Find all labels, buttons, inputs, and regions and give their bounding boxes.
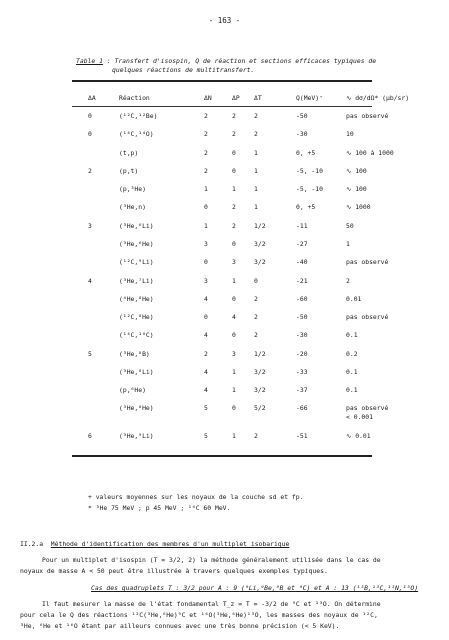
cell-cross-section: 1 — [346, 240, 350, 248]
table-row — [0, 185, 449, 195]
cell-reaction: (p,⁶He) — [119, 386, 146, 394]
paragraph-1-line-1: Pour un multiplet d'isospin (T = 3/2, 2) la méthode généralement utilisée dans le cas de — [42, 556, 381, 564]
cell-cross-section: ∿ 100 — [346, 185, 367, 193]
table-row — [0, 413, 449, 423]
table-row — [0, 432, 449, 442]
table-row — [0, 240, 449, 250]
cell-cross-section: ∿ 1000 — [346, 203, 371, 211]
cell-delta-p: 2 — [232, 112, 236, 120]
cell-q-value: -40 — [296, 258, 308, 266]
cell-q-value: -30 — [296, 130, 308, 138]
cell-delta-p: 1 — [232, 432, 236, 440]
cell-q-value: -50 — [296, 112, 308, 120]
table-row — [0, 112, 449, 122]
cell-delta-t: 2 — [254, 112, 258, 120]
cell-delta-n: 1 — [204, 185, 208, 193]
paragraph-2-line-1: Il faut mesurer la masse de l'état fondamental T_z = T = -3/2 de ⁹C et ¹³O. On détermine — [42, 600, 381, 608]
cell-delta-n: 4 — [204, 368, 208, 376]
table-row — [0, 368, 449, 378]
note-average-values: + valeurs moyennes sur les noyaux de la couche sd et fp. — [88, 493, 304, 501]
cell-delta-t: 3/2 — [254, 386, 266, 394]
section-number: II.2.a — [20, 540, 44, 548]
cell-delta-n: 2 — [204, 149, 208, 157]
cell-delta-a: 2 — [88, 167, 92, 175]
cell-cross-section: 0.2 — [346, 350, 358, 358]
cell-delta-t: 2 — [254, 313, 258, 321]
header-q-value: Q(MeV)⁺ — [296, 94, 323, 102]
cell-cross-section: ∿ 100 — [346, 167, 367, 175]
table-bottom-rule — [72, 455, 372, 457]
table-row — [0, 167, 449, 177]
cell-q-value: -50 — [296, 313, 308, 321]
cell-delta-n: 4 — [204, 295, 208, 303]
header-delta-t: ΔT — [254, 94, 262, 102]
cell-cross-section: 0.1 — [346, 386, 358, 394]
table-top-rule — [72, 80, 372, 82]
table-row — [0, 350, 449, 360]
cell-delta-p: 2 — [232, 222, 236, 230]
cell-reaction: (¹⁴C,¹⁰C) — [119, 331, 154, 339]
table-row — [0, 386, 449, 396]
table-header-row — [0, 94, 449, 104]
cell-q-value: -20 — [296, 350, 308, 358]
cell-delta-a: 3 — [88, 222, 92, 230]
cell-delta-t: 3/2 — [254, 258, 266, 266]
cell-delta-n: 3 — [204, 277, 208, 285]
cell-q-value: 0, +5 — [296, 149, 316, 157]
cell-delta-p: 0 — [232, 149, 236, 157]
cell-cross-section: 0.1 — [346, 331, 358, 339]
cell-delta-a: 5 — [88, 350, 92, 358]
cell-delta-n: 2 — [204, 350, 208, 358]
cell-reaction: (p,t) — [119, 167, 139, 175]
cell-cross-section: < 0.001 — [346, 413, 373, 421]
cell-delta-n: 2 — [204, 112, 208, 120]
cell-delta-p: 0 — [232, 240, 236, 248]
caption-line-2: quelques réactions de multitransfert. — [112, 66, 255, 74]
cell-delta-n: 3 — [204, 240, 208, 248]
cell-delta-p: 3 — [232, 258, 236, 266]
cell-reaction: (³He,⁷Li) — [119, 277, 154, 285]
cell-cross-section: 10 — [346, 130, 354, 138]
cell-cross-section: 0.01 — [346, 295, 362, 303]
cell-reaction: (¹²C,¹²Be) — [119, 112, 158, 120]
cell-q-value: 0, +5 — [296, 203, 316, 211]
cell-delta-n: 1 — [204, 222, 208, 230]
cell-delta-p: 0 — [232, 404, 236, 412]
header-delta-a: ΔA — [88, 94, 96, 102]
cell-delta-t: 1 — [254, 203, 258, 211]
header-reaction: Réaction — [119, 94, 150, 102]
table-row — [0, 295, 449, 305]
cell-delta-a: 0 — [88, 112, 92, 120]
cell-q-value: -5, -10 — [296, 167, 323, 175]
cell-reaction: (³He,⁸He) — [119, 404, 154, 412]
cell-delta-t: 0 — [254, 277, 258, 285]
cell-delta-p: 0 — [232, 295, 236, 303]
cell-reaction: (³He,n) — [119, 203, 146, 211]
cell-reaction: (t,p) — [119, 149, 139, 157]
paragraph-2-line-2: pour cela le Q des réactions ¹²C(³He,⁶He)⁹C et ¹⁶O(³He,⁶He)¹³O, les masses des noyaux de ¹²C, — [20, 611, 378, 619]
table-header-rule — [72, 106, 372, 107]
cell-delta-a: 0 — [88, 130, 92, 138]
cell-delta-p: 1 — [232, 185, 236, 193]
section-title: Méthode d'identification des membres d'un multiplet isobarique — [50, 540, 290, 548]
paragraph-1-line-2: noyaux de masse A < 50 peut être illustrée à travers quelques exemples typiques. — [20, 567, 328, 575]
cell-cross-section: pas observé — [346, 313, 389, 321]
table-row — [0, 203, 449, 213]
cell-delta-p: 1 — [232, 386, 236, 394]
cell-delta-t: 1 — [254, 185, 258, 193]
page-number: - 163 - — [208, 16, 241, 25]
cell-cross-section: 50 — [346, 222, 354, 230]
caption-line-1: : Transfert d'isospin, Q de réaction et sections efficaces typiques de — [102, 57, 377, 65]
cell-delta-t: 5/2 — [254, 404, 266, 412]
cell-delta-t: 1/2 — [254, 350, 266, 358]
cell-reaction: (¹²C,⁹Li) — [119, 258, 154, 266]
header-cross-section: ∿ dσ/dΩ* (μb/sr) — [346, 94, 410, 102]
cell-cross-section: ∿ 100 à 1000 — [346, 149, 394, 157]
cell-cross-section: pas observé — [346, 404, 389, 412]
cell-delta-t: 1/2 — [254, 222, 266, 230]
cell-q-value: -60 — [296, 295, 308, 303]
cell-reaction: (³He,⁶Li) — [119, 222, 154, 230]
cell-cross-section: ∿ 0.01 — [346, 432, 371, 440]
header-delta-p: ΔP — [232, 94, 240, 102]
cell-delta-t: 3/2 — [254, 240, 266, 248]
cell-q-value: -27 — [296, 240, 308, 248]
cell-reaction: (³He,⁸B) — [119, 350, 150, 358]
cell-delta-n: 5 — [204, 432, 208, 440]
cell-cross-section: 2 — [346, 277, 350, 285]
cell-reaction: (³He,⁶He) — [119, 240, 154, 248]
cell-delta-n: 4 — [204, 331, 208, 339]
cell-delta-n: 4 — [204, 386, 208, 394]
cell-reaction: (³He,⁸Li) — [119, 368, 154, 376]
cell-delta-t: 2 — [254, 432, 258, 440]
cell-delta-a: 6 — [88, 432, 92, 440]
cell-reaction: (p,³He) — [119, 185, 146, 193]
paragraph-2-line-3: ³He, ⁶He et ¹⁶O étant par ailleurs connues avec une très bonne précision (< 5 KeV). — [20, 622, 340, 630]
cell-delta-p: 0 — [232, 167, 236, 175]
cell-q-value: -11 — [296, 222, 308, 230]
cell-delta-t: 2 — [254, 130, 258, 138]
table-row — [0, 331, 449, 341]
cell-delta-p: 4 — [232, 313, 236, 321]
cell-delta-p: 1 — [232, 277, 236, 285]
table-row — [0, 149, 449, 159]
table-caption — [76, 57, 376, 75]
caption-label: Table 1 — [76, 57, 103, 65]
cell-delta-n: 0 — [204, 203, 208, 211]
cell-delta-n: 0 — [204, 313, 208, 321]
cell-delta-n: 0 — [204, 258, 208, 266]
cell-q-value: -51 — [296, 432, 308, 440]
cell-delta-n: 2 — [204, 167, 208, 175]
cell-reaction: (¹⁴C,¹⁴O) — [119, 130, 154, 138]
cell-delta-t: 1 — [254, 149, 258, 157]
subheading-quadruplets: Cas des quadruplets T : 3/2 pour A : 9 (⁹Li,⁹Be,⁹B et ⁹C) et A : 13 (¹³B,¹³C,¹³N,¹³O) — [91, 584, 419, 592]
cell-delta-p: 2 — [232, 130, 236, 138]
table-row — [0, 222, 449, 232]
cell-delta-a: 4 — [88, 277, 92, 285]
cell-delta-t: 3/2 — [254, 368, 266, 376]
cell-q-value: -5, -10 — [296, 185, 323, 193]
cell-q-value: -21 — [296, 277, 308, 285]
table-row — [0, 277, 449, 287]
cell-reaction: (⁴He,⁸He) — [119, 295, 154, 303]
cell-delta-t: 1 — [254, 167, 258, 175]
cell-q-value: -30 — [296, 331, 308, 339]
table-notes — [88, 492, 303, 514]
cell-cross-section: pas observé — [346, 112, 389, 120]
table-row — [0, 258, 449, 268]
cell-reaction: (³He,⁹Li) — [119, 432, 154, 440]
cell-delta-p: 3 — [232, 350, 236, 358]
cell-delta-n: 2 — [204, 130, 208, 138]
cell-delta-t: 2 — [254, 331, 258, 339]
cell-reaction: (¹²C,⁸He) — [119, 313, 154, 321]
cell-cross-section: 0.1 — [346, 368, 358, 376]
cell-delta-p: 2 — [232, 203, 236, 211]
header-delta-n: ΔN — [204, 94, 212, 102]
cell-q-value: -33 — [296, 368, 308, 376]
table-row — [0, 313, 449, 323]
cell-q-value: -66 — [296, 404, 308, 412]
table-row — [0, 130, 449, 140]
section-heading — [20, 540, 289, 548]
cell-cross-section: pas observé — [346, 258, 389, 266]
note-beam-energies: * ³He 75 MeV ; p 45 MeV ; ¹⁴C 60 MeV. — [88, 504, 231, 512]
cell-delta-t: 2 — [254, 295, 258, 303]
cell-delta-n: 5 — [204, 404, 208, 412]
cell-q-value: -37 — [296, 386, 308, 394]
cell-delta-p: 1 — [232, 368, 236, 376]
cell-delta-p: 0 — [232, 331, 236, 339]
